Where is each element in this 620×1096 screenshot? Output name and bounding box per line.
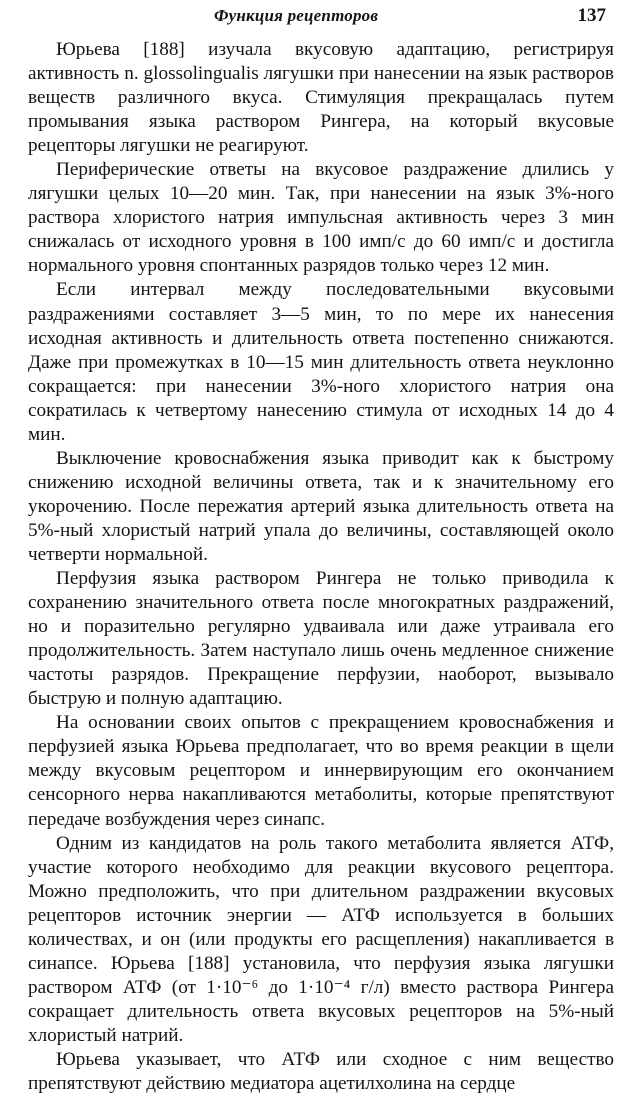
page-number: 137	[577, 5, 606, 26]
paragraph-4: Выключение кровоснабжения языка приводит как к быстрому снижению исходной величины ответа, так и к значительному его укорочению. После пережатия артерий языка длительность ответа на 5%-ный хлористый натрий упала до величины, составляющей около четверти нормальной.	[28, 447, 614, 565]
paragraph-3: Если интервал между последовательными вкусовыми раздражениями составляет 3—5 мин, то по мере их нанесения исходная активность и длительность ответа постепенно снижаются. Даже при промежутках в 10—15 мин длительность ответа неуклонно сокращается: при нанесении 3%-ного хлористого натрия она сократилась к четвертому нанесению стимула от исходных 14 до 4 мин.	[28, 279, 614, 445]
text-body	[28, 38, 614, 1096]
paragraph-7: Одним из кандидатов на роль такого метаболита является АТФ, участие которого необходимо для реакции вкусового рецептора. Можно предположить, что при длительном раздражении вкусовых рецепторов источник энергии — АТФ используется в больших количествах, и он (или продукты его расщепления) накапливается в синапсе. Юрьева [188] установила, что перфузия языка лягушки раствором АТФ (от 1·10⁻⁶ до 1·10⁻⁴ г/л) вместо раствора Рингера сокращает длительность ответа вкусовых рецепторов на 5%-ный хлористый натрий.	[28, 832, 614, 1046]
paragraph-6: На основании своих опытов с прекращением кровоснабжения и перфузией языка Юрьева предполагает, что во время реакции в щели между вкусовым рецептором и иннервирующим его окончанием сенсорного нерва накапливаются метаболиты, которые препятствуют передаче возбуждения через синапс.	[28, 712, 614, 830]
paragraph-5: Перфузия языка раствором Рингера не только приводила к сохранению значительного ответа после многократных раздражений, но и поразительно регулярно удваивала или даже утраивала его продолжительность. Затем наступало лишь очень медленное снижение частоты разрядов. Прекращение перфузии, наоборот, вызывало быструю и полную адаптацию.	[28, 568, 614, 710]
paragraph-1: Юрьева [188] изучала вкусовую адаптацию, регистрируя активность n. glossolingualis лягушки при нанесении на язык растворов веществ различного вкуса. Стимуляция прекращалась путем промывания языка раствором Рингера, на который вкусовые рецепторы лягушки не реагируют.	[28, 39, 614, 157]
paragraph-2: Периферические ответы на вкусовое раздражение длились у лягушки целых 10—20 мин. Так, при нанесении на язык 3%-ного раствора хлористого натрия импульсная активность через 3 мин снижалась от исходного уровня в 100 имп/с до 60 имп/с и достигла нормального уровня спонтанных разрядов только через 12 мин.	[28, 159, 614, 277]
page-header	[0, 2, 620, 28]
paragraph-8: Юрьева указывает, что АТФ или сходное с ним вещество препятствуют действию медиатора ацетилхолина на сердце	[28, 1048, 614, 1095]
running-title: Функция рецепторов	[214, 6, 379, 25]
